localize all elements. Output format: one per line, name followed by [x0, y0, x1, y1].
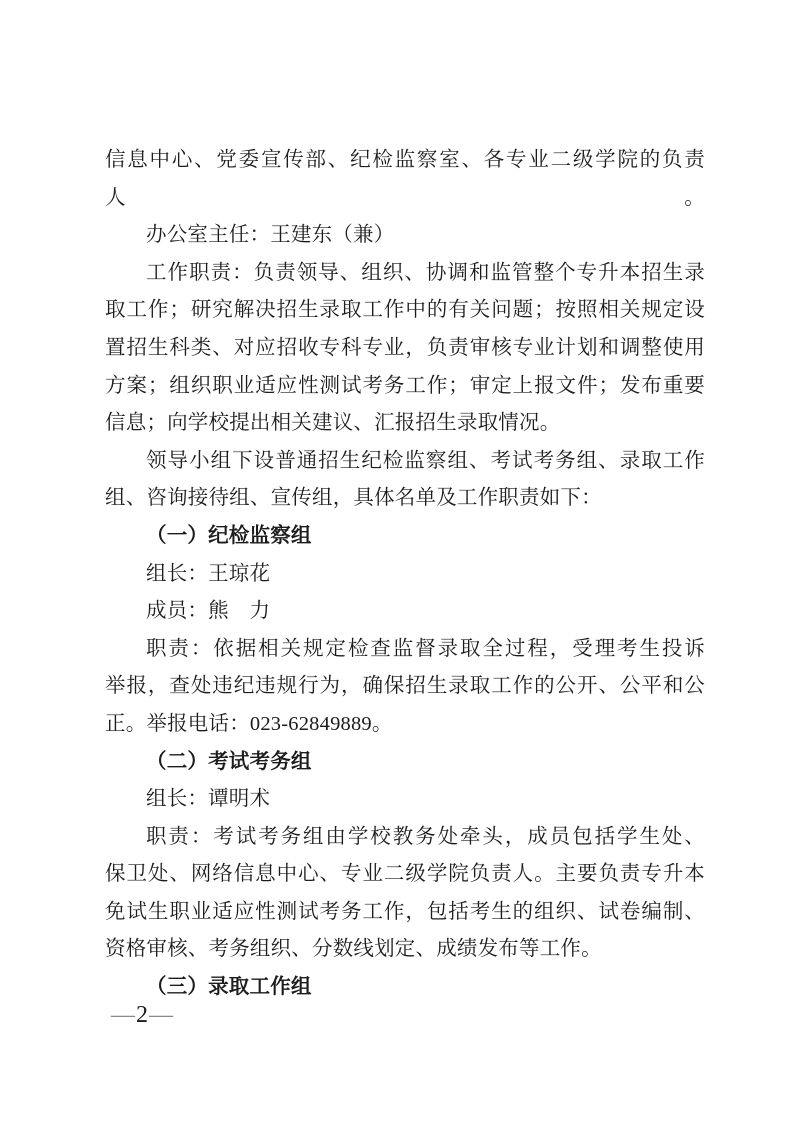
document-line: 领导小组下设普通招生纪检监察组、考试考务组、录取工作 — [146, 449, 705, 472]
document-body — [105, 142, 705, 1007]
document-line: 组长：王琼花 — [146, 562, 271, 585]
document-line: 信息；向学校提出相关建议、汇报招生录取情况。 — [105, 412, 561, 435]
section-heading: （三）录取工作组 — [146, 976, 312, 999]
document-line: 正。举报电话：023-62849889。 — [105, 712, 393, 735]
document-line: 组、咨询接待组、宣传组，具体名单及工作职责如下： — [105, 487, 602, 510]
page-number-dash-right: — — [149, 1002, 173, 1028]
document-line: 方案；组织职业适应性测试考务工作；审定上报文件；发布重要 — [105, 374, 705, 397]
document-line: 置招生科类、对应招收专科专业，负责审核专业计划和调整使用 — [105, 336, 705, 359]
document-line: 职责：考试考务组由学校教务处牵头，成员包括学生处、 — [146, 825, 705, 848]
section-heading: （二）考试考务组 — [146, 750, 312, 773]
page-number — [111, 1001, 173, 1029]
document-line: 成员：熊 力 — [146, 600, 271, 623]
document-line: 组长：谭明术 — [146, 788, 271, 811]
page-number-dash-left: — — [111, 1002, 135, 1028]
document-line: 保卫处、网络信息中心、专业二级学院负责人。主要负责专升本 — [105, 863, 705, 886]
document-line: 免试生职业适应性测试考务工作，包括考生的组织、试卷编制、 — [105, 900, 705, 923]
document-line: 资格审核、考务组织、分数线划定、成绩发布等工作。 — [105, 938, 602, 961]
section-heading: （一）纪检监察组 — [146, 524, 312, 547]
page-number-value: 2 — [136, 1002, 148, 1028]
document-line: 信息中心、党委宣传部、纪检监察室、各专业二级学院的负责人。 — [105, 149, 705, 209]
document-line: 职责：依据相关规定检查监督录取全过程，受理考生投诉 — [146, 637, 705, 660]
document-line: 取工作；研究解决招生录取工作中的有关问题；按照相关规定设 — [105, 299, 705, 322]
document-line: 举报，查处违纪违规行为，确保招生录取工作的公开、公平和公 — [105, 675, 705, 698]
document-line: 工作职责：负责领导、组织、协调和监管整个专升本招生录 — [146, 261, 705, 284]
document-line: 办公室主任：王建东（兼） — [146, 224, 395, 247]
